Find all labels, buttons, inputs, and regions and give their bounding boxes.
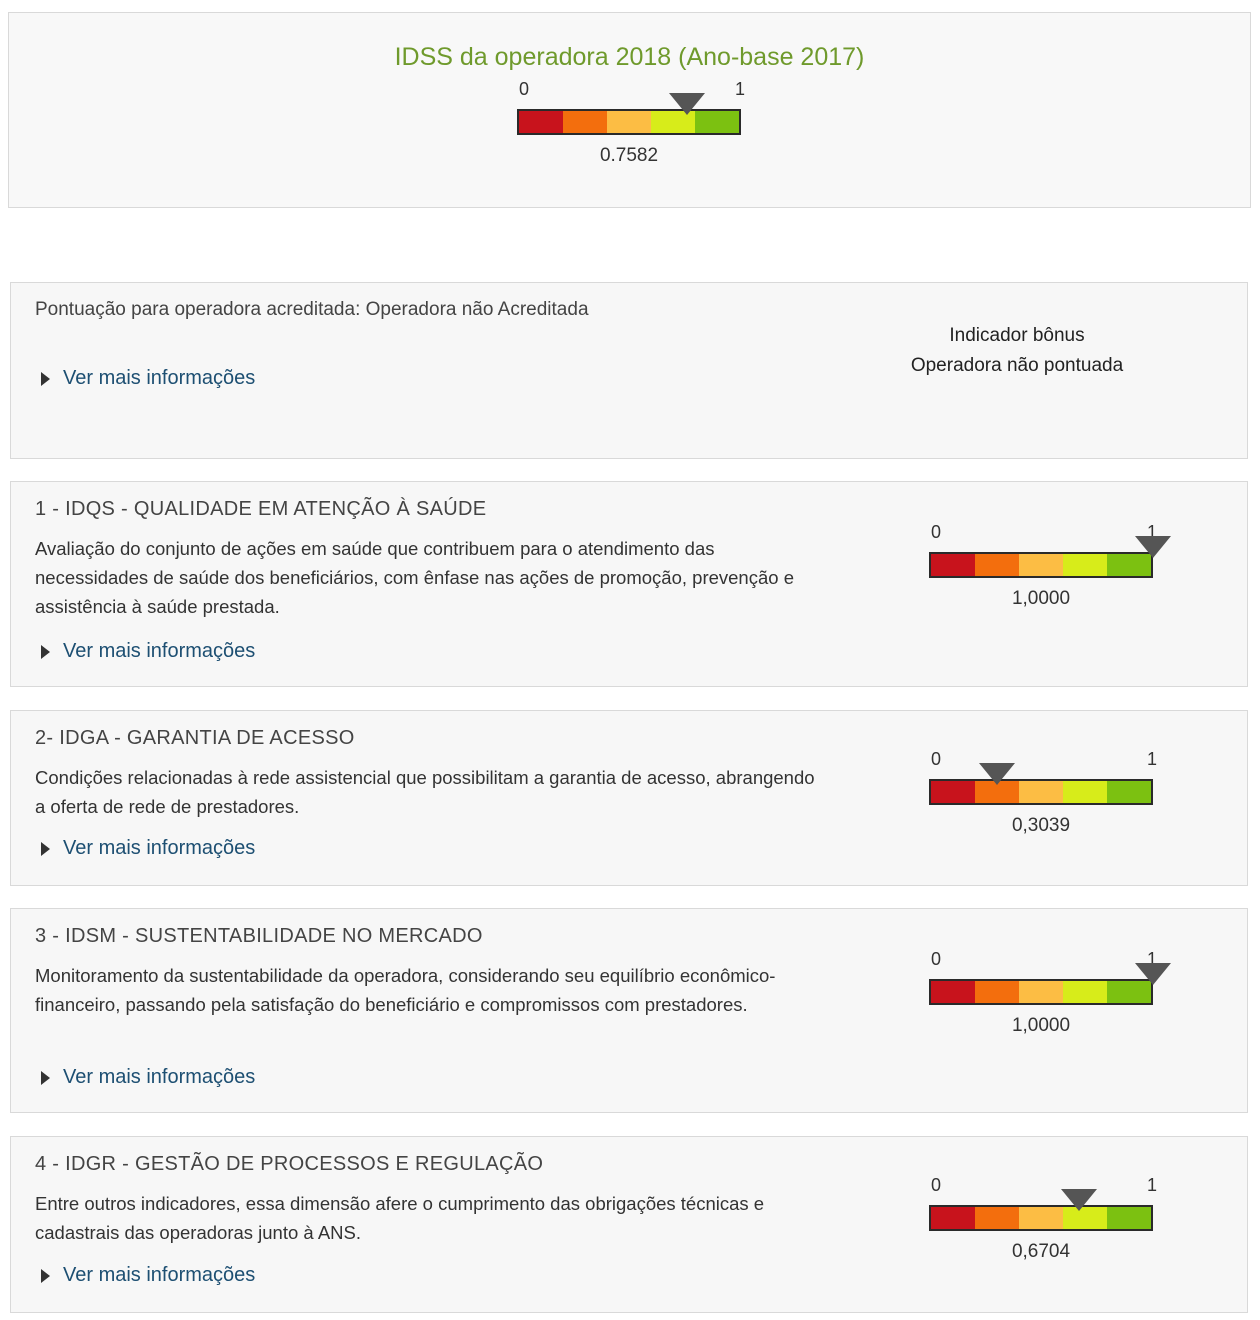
- gauge-max-label: 1: [1147, 949, 1158, 969]
- gauge-segment-orange: [975, 554, 1019, 576]
- dimension-description: Entre outros indicadores, essa dimensão afere o cumprimento das obrigações técnicas e cadastrais das operadoras junto à ANS.: [35, 1193, 765, 1243]
- overall-title: IDSS da operadora 2018 (Ano-base 2017): [394, 43, 865, 71]
- more-info-label: Ver mais informações: [63, 367, 256, 389]
- gauge-max-label: 1: [1147, 522, 1158, 542]
- more-info-link[interactable]: [41, 640, 255, 663]
- gauge-segment-red: [931, 1207, 975, 1229]
- expand-arrow-icon: [41, 1269, 50, 1283]
- gauge-bar: [929, 979, 1153, 1005]
- more-info-link[interactable]: [41, 367, 255, 390]
- gauge-segment-green: [1107, 1207, 1151, 1229]
- accreditation-text: Pontuação para operadora acreditada: Operadora não Acreditada: [35, 299, 589, 320]
- dimension-description: Condições relacionadas à rede assistencial que possibilitam a garantia de acesso, abrangendo a oferta de rede de prestadores.: [35, 767, 815, 817]
- more-info-link[interactable]: [41, 837, 255, 860]
- gauge-value: 0.7582: [599, 145, 659, 166]
- overall-score-panel: [8, 12, 1251, 208]
- gauge-segment-yellow: [1019, 1207, 1063, 1229]
- gauge-value: 0,6704: [1011, 1241, 1071, 1262]
- gauge-marker-icon: [1135, 963, 1171, 985]
- gauge-min-label: 0: [931, 1175, 942, 1195]
- dimension-gauge: [929, 949, 1169, 1036]
- gauge-segment-orange: [975, 981, 1019, 1003]
- gauge-segment-yellow: [1019, 981, 1063, 1003]
- gauge-segment-red: [931, 554, 975, 576]
- more-info-label: Ver mais informações: [63, 1066, 256, 1088]
- gauge-value: 1,0000: [1011, 1015, 1071, 1036]
- dimension-title: 1 - IDQS - QUALIDADE EM ATENÇÃO À SAÚDE: [35, 498, 487, 520]
- bonus-value: Operadora não pontuada: [910, 355, 1124, 376]
- gauge-marker-icon: [1135, 536, 1171, 558]
- gauge-segment-red: [931, 781, 975, 803]
- more-info-label: Ver mais informações: [63, 1264, 256, 1286]
- gauge-segment-yellow: [1019, 554, 1063, 576]
- gauge-value: 0,3039: [1011, 815, 1071, 836]
- more-info-link[interactable]: [41, 1264, 255, 1287]
- gauge-segment-yellow: [607, 111, 651, 133]
- dimension-title: 3 - IDSM - SUSTENTABILIDADE NO MERCADO: [35, 925, 483, 947]
- gauge-min-label: 0: [931, 749, 942, 769]
- gauge-segment-orange: [563, 111, 607, 133]
- more-info-link[interactable]: [41, 1066, 255, 1089]
- gauge-segment-lime: [1063, 554, 1107, 576]
- dimension-panel-idga: [10, 710, 1248, 886]
- expand-arrow-icon: [41, 645, 50, 659]
- gauge-min-label: 0: [931, 522, 942, 542]
- overall-gauge: [517, 79, 757, 166]
- bonus-indicator: [867, 321, 1167, 381]
- gauge-bar: [929, 1205, 1153, 1231]
- gauge-value: 1,0000: [1011, 588, 1071, 609]
- gauge-segment-red: [519, 111, 563, 133]
- gauge-bar: [517, 109, 741, 135]
- gauge-max-label: 1: [1147, 1175, 1158, 1195]
- dimension-panel-idqs: [10, 481, 1248, 687]
- gauge-bar: [929, 779, 1153, 805]
- accreditation-panel: [10, 282, 1248, 459]
- dimension-panel-idgr: [10, 1136, 1248, 1313]
- expand-arrow-icon: [41, 842, 50, 856]
- gauge-max-label: 1: [1147, 749, 1158, 769]
- more-info-label: Ver mais informações: [63, 640, 256, 662]
- gauge-segment-red: [931, 981, 975, 1003]
- gauge-segment-green: [1107, 781, 1151, 803]
- dimension-description: Monitoramento da sustentabilidade da operadora, considerando seu equilíbrio econômico-financeiro, passando pela satisfação do beneficiário e compromissos com prestadores.: [35, 965, 776, 1015]
- gauge-marker-icon: [1061, 1189, 1097, 1211]
- dimension-gauge: [929, 749, 1169, 836]
- gauge-max-label: 1: [735, 79, 746, 99]
- gauge-min-label: 0: [519, 79, 530, 99]
- dimension-gauge: [929, 522, 1169, 609]
- more-info-label: Ver mais informações: [63, 837, 256, 859]
- gauge-segment-lime: [1063, 981, 1107, 1003]
- dimension-description: Avaliação do conjunto de ações em saúde que contribuem para o atendimento das necessidades de saúde dos beneficiários, com ênfase nas ações de promoção, prevenção e assistência à saúde prestada.: [35, 538, 794, 617]
- dimension-gauge: [929, 1175, 1169, 1262]
- dimension-title: 4 - IDGR - GESTÃO DE PROCESSOS E REGULAÇÃO: [35, 1153, 544, 1175]
- gauge-marker-icon: [979, 763, 1015, 785]
- gauge-bar: [929, 552, 1153, 578]
- gauge-segment-lime: [1063, 781, 1107, 803]
- dimension-title: 2- IDGA - GARANTIA DE ACESSO: [35, 727, 355, 749]
- gauge-segment-orange: [975, 1207, 1019, 1229]
- gauge-segment-yellow: [1019, 781, 1063, 803]
- gauge-marker-icon: [669, 93, 705, 115]
- expand-arrow-icon: [41, 1071, 50, 1085]
- expand-arrow-icon: [41, 372, 50, 386]
- dimension-panel-idsm: [10, 908, 1248, 1113]
- bonus-title: Indicador bônus: [949, 325, 1085, 346]
- gauge-min-label: 0: [931, 949, 942, 969]
